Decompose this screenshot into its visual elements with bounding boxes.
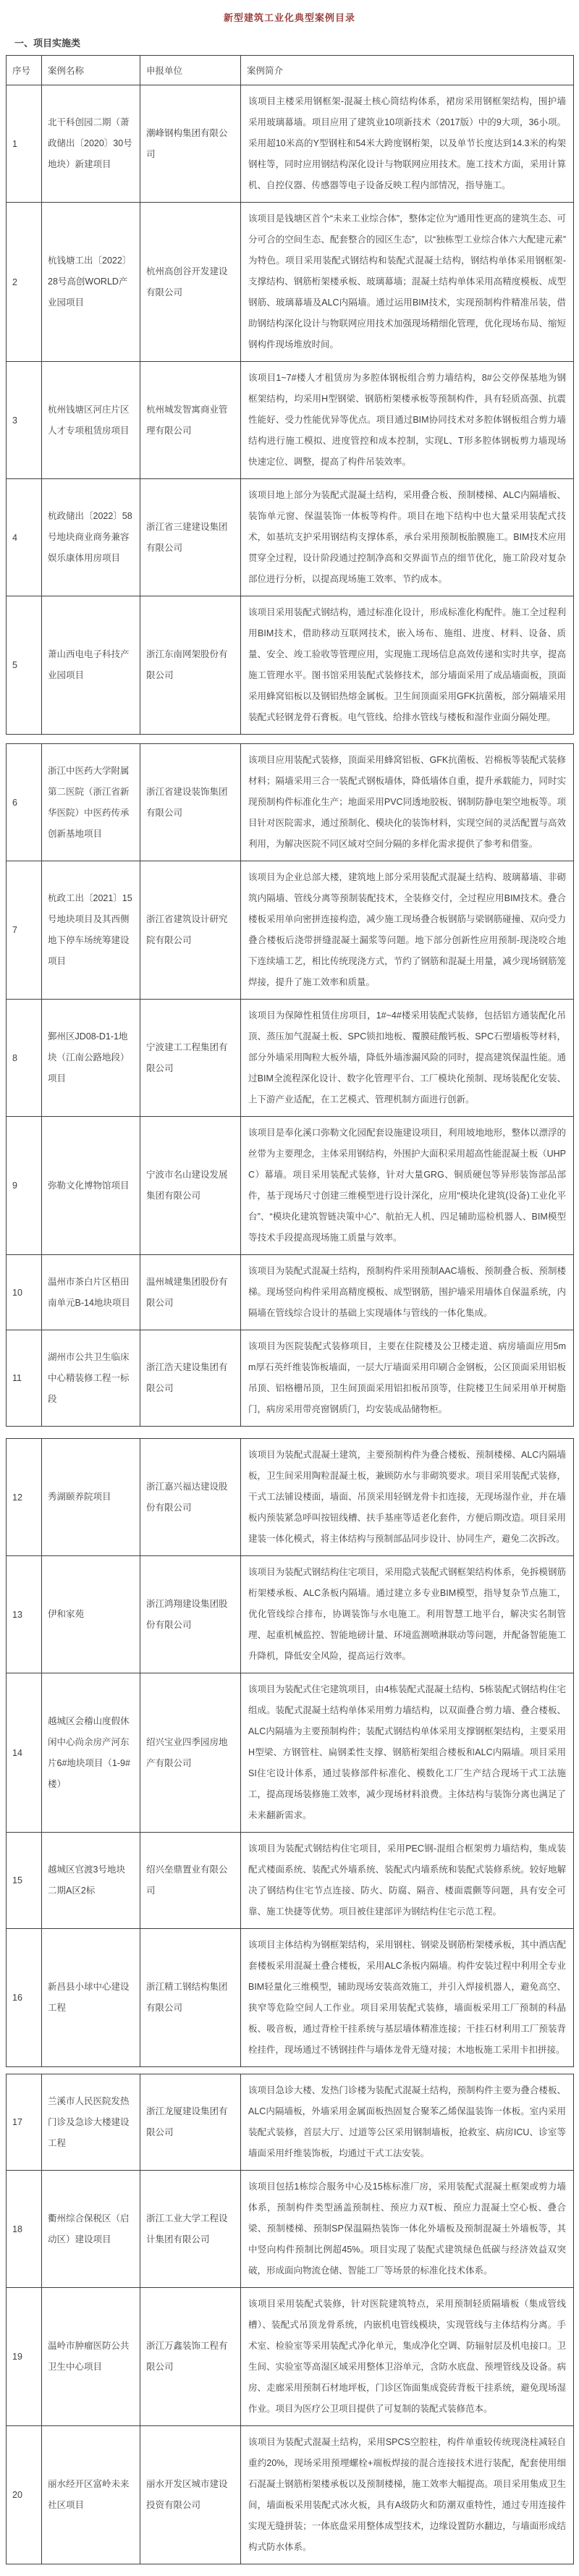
table-row [7, 596, 574, 735]
table-row [7, 1556, 574, 1673]
section-heading: 一、项目实施类 [14, 38, 81, 48]
case-name-cell: 新昌县小球中心建设工程 [42, 1929, 140, 2067]
declaring-unit-cell: 宁波建工工程集团有限公司 [140, 1000, 241, 1117]
case-table-segment-3 [6, 1438, 574, 2067]
declaring-unit-cell: 浙江鸿翔建设集团股份有限公司 [140, 1556, 241, 1673]
case-summary-cell: 该项目为保障性租赁住房项目，1#~4#楼采用装配式装修，包括铝方通装配化吊顶、蒸压加气混凝土板、SPC锁扣地板、覆膜硅酸钙板、SPC石塑墙板等材料，部分外墙采用陶粒大板外墙，降低外墙渗漏风险的同时，提高建筑保温性能。通过BIM全流程深化设计、数字化管理平台、工厂模块化预制、现场装配化安装、上下游产业适配，在工艺模式、管理机制方面进行创新。 [241, 1000, 574, 1117]
case-number-cell: 3 [7, 362, 42, 479]
case-name-cell: 丽水经开区富岭未来社区项目 [42, 2426, 140, 2564]
case-name-cell: 秀湖颐养院项目 [42, 1439, 140, 1556]
case-number-cell: 1 [7, 85, 42, 203]
table-row [7, 479, 574, 596]
case-number-cell: 15 [7, 1833, 42, 1929]
case-summary-cell: 该项目采用装配式钢结构，通过标准化设计，形成标准化构配件。施工全过程利用BIM技术，借助移动互联网技术，嵌入场布、施组、进度、材料、设备、质量、安全、竣工验收等管理应用，实现施工现场信息高效传递和实时共享，提高施工管理水平。图书馆采用装配式装修技术，部分墙面采用了成品墙面板，顶面采用蜂窝铝板以及钢铝热熔金属板。卫生间顶面采用GFK抗菌板，部分隔墙采用装配式轻钢龙骨石膏板。电气管线、给排水管线与楼板和湿作业面分隔处理。 [241, 596, 574, 735]
declaring-unit-cell: 温州城建集团股份有限公司 [140, 1255, 241, 1330]
header-declaring-unit: 申报单位 [140, 56, 241, 85]
case-name-cell: 杭钱塘工出〔2022〕28号高创WORLD产业园项目 [42, 203, 140, 362]
declaring-unit-cell: 浙江省建设装饰集团有限公司 [140, 744, 241, 861]
table-row [7, 362, 574, 479]
case-name-cell: 越城区官渡3号地块二期A区2标 [42, 1833, 140, 1929]
case-name-cell: 杭州钱塘区河庄片区人才专项租赁房项目 [42, 362, 140, 479]
case-number-cell: 20 [7, 2426, 42, 2564]
header-case-summary: 案例简介 [241, 56, 574, 85]
case-table-segment-1 [6, 55, 574, 735]
case-summary-cell: 该项目为装配式钢结构住宅项目，采用PEC钢-混组合框架剪力墙结构，集成装配式楼面系统、装配式外墙系统、装配式内墙系统和装配式装修系统。较好地解决了钢结构住宅节点连接、防火、防腐、隔音、楼面震颤等问题，具有安全可靠、施工快捷等优势。项目被住建部评为钢结构住宅示范工程。 [241, 1833, 574, 1929]
case-name-cell: 浙江中医药大学附属第二医院（浙江省新华医院）中医药传承创新基地项目 [42, 744, 140, 861]
case-number-cell: 8 [7, 1000, 42, 1117]
case-name-cell: 越城区会稽山度假休闲中心尚余房产河东片6#地块项目（1-9#楼） [42, 1673, 140, 1833]
header-case-name: 案例名称 [42, 56, 140, 85]
declaring-unit-cell: 丽水开发区城市建设投资有限公司 [140, 2426, 241, 2564]
table-row [7, 861, 574, 1000]
case-summary-cell: 该项目为装配式混凝土结构，采用SPCS空腔柱，构件单重较传统现浇柱减轻自重约20%，现场采用预埋螺栓+端板焊接的混合连接技术进行装配，配套使用细石混凝土钢筋桁架楼承板以及预制楼梯，施工效率大幅提高。项目采用集成卫生间，墙面板采用装配式冰火板，具有A级防火和防潮双重特性，通过专用连接件实现无缝拼装；一体底盘采用整体成型技术，边缘设置防水翻边，与墙面形成结构式防水体系。 [241, 2426, 574, 2564]
case-summary-cell: 该项目为装配式混凝土建筑，主要预制构件为叠合楼板、预制楼梯、ALC内隔墙板，卫生间采用陶粒混凝土板，兼顾防水与非砌筑要求。项目采用装配式装修，干式工法铺设楼面，墙面、吊顶采用轻钢龙骨卡扣连接，无现场湿作业，并在墙板内预装紧急呼叫按钮线槽、扶手基座等适老化套件，方便后期改造。项目采用建装一体化模式，将主体结构与预制部品同步设计、协同生产，避免二次拆改。 [241, 1439, 574, 1556]
case-name-cell: 衢州综合保税区（启动区）建设项目 [42, 2171, 140, 2288]
table-row [7, 85, 574, 203]
case-name-cell: 温岭市肿瘤医防公共卫生中心项目 [42, 2288, 140, 2426]
table-header-row [7, 56, 574, 85]
table-row [7, 1117, 574, 1255]
case-number-cell: 13 [7, 1556, 42, 1673]
declaring-unit-cell: 杭州城发智寓商业管理有限公司 [140, 362, 241, 479]
case-name-cell: 鄞州区JD08-D1-1地块（江南公路地段）项目 [42, 1000, 140, 1117]
case-name-cell: 湖州市公共卫生临床中心精装修工程一标段 [42, 1330, 140, 1427]
case-number-cell: 6 [7, 744, 42, 861]
case-table-segment-2 [6, 743, 574, 1427]
case-summary-cell: 该项目为企业总部大楼，建筑地上部分采用装配式混凝土结构、玻璃幕墙、非砌筑内隔墙、管线分离等预制装配技术，全装修交付，全过程应用BIM技术。叠合楼板采用单向密拼连接构造，减少施工现场叠合板钢筋与梁钢筋碰撞、双向受力叠合楼板后浇带拼缝混凝土漏浆等问题。地下部分创新性应用预制-现浇咬合地下连续墙工艺，相比传统现浇方式，节约了钢筋和混凝土用量，减少现场钢筋笼焊接，提升了施工效率和质量。 [241, 861, 574, 1000]
case-name-cell: 弥勒文化博物馆项目 [42, 1117, 140, 1255]
table-row [7, 744, 574, 861]
case-summary-cell: 该项目包括1栋综合服务中心及15栋标准厂房，采用装配式混凝土框架或剪力墙体系，预制构件类型涵盖预制柱、预应力双T板、预应力混凝土空心板、叠合梁、预制楼梯、预制SP保温隔热装饰一体化外墙板及预制混凝土外墙板等，其中竖向构件预制比例超45%。项目实现了装配式建筑绿色低碳与经济效益双突破，形成面向物流仓储、智能工厂等场景的标准化技术体系。 [241, 2171, 574, 2288]
table-row [7, 1929, 574, 2067]
case-summary-cell: 该项目主楼采用钢框架-混凝土核心筒结构体系，裙房采用钢框架结构，围护墙采用玻璃幕墙。项目应用了建筑业10项新技术（2017版）中的9大项，36小项。采用超10米高的Y型钢柱和54米大跨度钢桁架，以及单节长度达到14.3米的构架钢柱等，同时应用钢结构深化设计与物联网应用技术。施工技术方面，采用计算机、自控仪器、传感器等电子设备反映工程内部情况，指导施工。 [241, 85, 574, 203]
declaring-unit-cell: 潮峰钢构集团有限公司 [140, 85, 241, 203]
case-table-segment-4 [6, 2074, 574, 2564]
declaring-unit-cell: 绍兴垒鼎置业有限公司 [140, 1833, 241, 1929]
declaring-unit-cell: 绍兴宝业四季园房地产有限公司 [140, 1673, 241, 1833]
table-row [7, 2074, 574, 2171]
header-case-number: 序号 [7, 56, 42, 85]
case-summary-cell: 该项目急诊大楼、发热门诊楼为装配式混凝土结构，预制构件主要为叠合楼板、ALC内隔墙板，外墙采用金属面板热固复合聚苯乙烯保温装饰一体板。室内采用装配式装修，首层大厅、过道等公区采用钢制墙板，抢救室、病房ICU、诊室等墙面采用纤维装饰板，均通过干式工法安装。 [241, 2074, 574, 2171]
case-name-cell: 温州市茶白片区梧田南单元B-14地块项目 [42, 1255, 140, 1330]
case-summary-cell: 该项目主体结构为钢框架结构，采用钢柱、钢梁及钢筋桁架楼承板，其中酒店配套楼板采用混凝土叠合楼板，采用ALC条板内隔墙。构件安装过程中利用全专业BIM轻量化三维模型，辅助现场安装高效施工，并引入焊接机器人，避免高空、狭窄等危险空间人工作业。项目采用装配式装修，墙面板采用工厂预制的科晶板、吸音板，通过背栓干挂系统与基层墙体精准连接；干挂石材利用工厂预装背栓挂件，现场通过不锈钢挂件与墙体龙骨无缝对接；木地板施工采用卡扣拼接。 [241, 1929, 574, 2067]
case-number-cell: 16 [7, 1929, 42, 2067]
case-summary-cell: 该项目采用装配式装修，针对医院建筑特点，采用预制轻质隔墙板（集成管线槽）、装配式吊顶龙骨系统，内嵌机电管线模块，实现管线与主体结构分离。手术室、检验室等采用装配式净化单元，集成净化空调、防辐射层及机电接口。卫生间、实验室等高湿区域采用整体卫浴单元，含防水底盘、预埋管线及设备。病房、走廊采用预制石材地坪板，门诊区饰面集成瓷砖背板干挂系统，避免现场湿作业。项目为医疗公卫项目提供了可复制的装配式装修范本。 [241, 2288, 574, 2426]
case-number-cell: 2 [7, 203, 42, 362]
case-summary-cell: 该项目为装配式混凝土结构，预制构件采用预制AAC墙板、预制叠合板、预制楼梯。现场竖向构件采用高精度模板、成型钢筋，围护墙采用墙体自保温系统，内隔墙在管线综合设计的基础上实现墙体与管线的一体化集成。 [241, 1255, 574, 1330]
declaring-unit-cell: 浙江浩天建设集团有限公司 [140, 1330, 241, 1427]
page-title: 新型建筑工业化典型案例目录 [223, 12, 355, 23]
case-number-cell: 18 [7, 2171, 42, 2288]
table-row [7, 2171, 574, 2288]
case-number-cell: 19 [7, 2288, 42, 2426]
case-number-cell: 17 [7, 2074, 42, 2171]
table-row [7, 1833, 574, 1929]
case-summary-cell: 该项目为装配式钢结构住宅项目，采用隐式装配式钢框架结构体系，免拆模钢筋桁架楼承板、ALC条板内隔墙。通过建立多专业BIM模型，指导复杂节点施工，优化管线综合排布，协调装饰与水电施工。利用智慧工地平台，解决实名制管理、起重机械监控、智能地磅计量、环境监测喷淋联动等问题，并配备智能施工升降机，降低安全风险，提高运行效率。 [241, 1556, 574, 1673]
declaring-unit-cell: 浙江嘉兴福达建设股份有限公司 [140, 1439, 241, 1556]
case-name-cell: 伊和家苑 [42, 1556, 140, 1673]
declaring-unit-cell: 浙江东南网架股份有限公司 [140, 596, 241, 735]
case-name-cell: 北干科创园二期（萧政储出〔2020〕30号地块）新建项目 [42, 85, 140, 203]
table-row [7, 1255, 574, 1330]
table-row [7, 203, 574, 362]
case-summary-cell: 该项目1~7#楼人才租赁房为多腔体钢板组合剪力墙结构，8#公交停保基地为钢框架结构，均采用H型钢梁、钢筋桁架楼承板等预制构件，具有轻质高强、抗震性能好、受力性能优异等优点。项目通过BIM协同技术对多腔体钢板组合剪力墙结构进行施工模拟、进度管控和成本控制，实现L、T形多腔体钢板剪力墙现场快速定位、调整，提高了构件吊装效率。 [241, 362, 574, 479]
declaring-unit-cell: 浙江省三建建设集团有限公司 [140, 479, 241, 596]
case-number-cell: 5 [7, 596, 42, 735]
table-row [7, 1000, 574, 1117]
table-row [7, 2288, 574, 2426]
case-summary-cell: 该项目应用装配式装修，顶面采用蜂窝铝板、GFK抗菌板、岩棉板等装配式装修材料；隔墙采用三合一装配式钢板墙体，降低墙体自重，提升承载能力，同时实现预制构件标准化生产；地面采用PVC同透地胶板、钢制防静电架空地板等。项目针对医院需求，通过预制化、模块化的装饰材料，实现空间的灵活配置与高效利用，为解决医院不同区域对空间分隔的多样化需求提供了参考和借鉴。 [241, 744, 574, 861]
case-number-cell: 4 [7, 479, 42, 596]
case-summary-cell: 该项目地上部分为装配式混凝土结构，采用叠合板、预制楼梯、ALC内隔墙板、装饰单元窗、保温装饰一体板等构件。项目在地下结构中也大量采用装配式技术，如基坑支护采用钢结构支撑体系，承台采用预制板胎膜施工。BIM技术应用贯穿全过程，设计阶段通过控制净高和交界面节点的细节优化，施工阶段对复杂部位进行分析，以提高现场施工效率、节约成本。 [241, 479, 574, 596]
case-number-cell: 14 [7, 1673, 42, 1833]
case-number-cell: 11 [7, 1330, 42, 1427]
declaring-unit-cell: 浙江精工钢结构集团有限公司 [140, 1929, 241, 2067]
case-name-cell: 杭政储出〔2022〕58号地块商业商务兼容娱乐康体用房项目 [42, 479, 140, 596]
case-summary-cell: 该项目为医院装配式装修项目，主要在住院楼及公卫楼走道、病房墙面应用5mm厚石英纤维装饰板墙面，一层大厅墙面采用印刷合金钢板，公区顶面采用铝板吊顶、铝格栅吊顶，卫生间顶面采用铝扣板吊顶等，住院楼卫生间采用单开树脂门，病房采用带亮窗钢质门，均安装成品储物柜。 [241, 1330, 574, 1427]
declaring-unit-cell: 杭州高创谷开发建设有限公司 [140, 203, 241, 362]
table-row [7, 1330, 574, 1427]
case-name-cell: 杭政工出〔2021〕15号地块项目及其西侧地下停车场统筹建设项目 [42, 861, 140, 1000]
declaring-unit-cell: 宁波市名山建设发展集团有限公司 [140, 1117, 241, 1255]
case-number-cell: 12 [7, 1439, 42, 1556]
case-name-cell: 兰溪市人民医院发热门诊及急诊大楼建设工程 [42, 2074, 140, 2171]
case-number-cell: 10 [7, 1255, 42, 1330]
declaring-unit-cell: 浙江工业大学工程设计集团有限公司 [140, 2171, 241, 2288]
case-number-cell: 9 [7, 1117, 42, 1255]
table-row [7, 2426, 574, 2564]
declaring-unit-cell: 浙江万鑫装饰工程有限公司 [140, 2288, 241, 2426]
case-summary-cell: 该项目是钱塘区首个“未来工业综合体”，整体定位为“通用性更高的建筑生态、可分可合的空间生态、配套整合的园区生态”，以“独栋型工业综合体六大配建元素”为特色。项目采用装配式钢结构和装配式混凝土结构，钢结构单体采用钢框架-支撑结构、钢筋桁架楼承板、玻璃幕墙；混凝土结构单体采用高精度模板、成型钢筋、玻璃幕墙及ALC内隔墙。通过运用BIM技术，实现预制构件精准吊装，借助钢结构深化设计与物联网应用技术加强现场精细化管理，优化现场布局、缩短钢构件现场堆放时间。 [241, 203, 574, 362]
case-number-cell: 7 [7, 861, 42, 1000]
table-row [7, 1673, 574, 1833]
declaring-unit-cell: 浙江省建筑设计研究院有限公司 [140, 861, 241, 1000]
case-name-cell: 萧山西电电子科技产业园项目 [42, 596, 140, 735]
case-summary-cell: 该项目为装配式住宅建筑项目，由4栋装配式混凝土结构、5栋装配式钢结构住宅组成。装配式混凝土结构单体采用剪力墙结构，以双面叠合剪力墙、叠合楼板、ALC内隔墙为主要预制构件；装配式钢结构单体采用支撑钢框架结构，主要采用H型梁、方钢管柱、扁钢柔性支撑、钢筋桁架组合楼板和ALC内隔墙。项目采用SI住宅设计体系，通过装修部件标准化、模数化工厂生产结合现场干式工法施工，提高现场装修施工效率，减少现场材料浪费。主体结构与装饰分离也满足了未来翻新需求。 [241, 1673, 574, 1833]
table-row [7, 1439, 574, 1556]
case-summary-cell: 该项目是奉化溪口弥勒文化园配套设施建设项目，利用坡地地形，整体以漂浮的丝带为主要理念，主体采用钢结构，外围护大面积采用超高性能混凝土板（UHPC）幕墙。项目采用装配式装修，针对大量GRG、铜质硬包等异形装饰部品部件，基于现场尺寸创建三维模型进行设计深化，应用“模块化建筑(设备)工业化平台”、“模块化建筑智链决策中心”、航拍无人机、四足辅助巡检机器人、BIM模型等技术手段提高现场施工质量与效率。 [241, 1117, 574, 1255]
declaring-unit-cell: 浙江龙厦建设集团有限公司 [140, 2074, 241, 2171]
